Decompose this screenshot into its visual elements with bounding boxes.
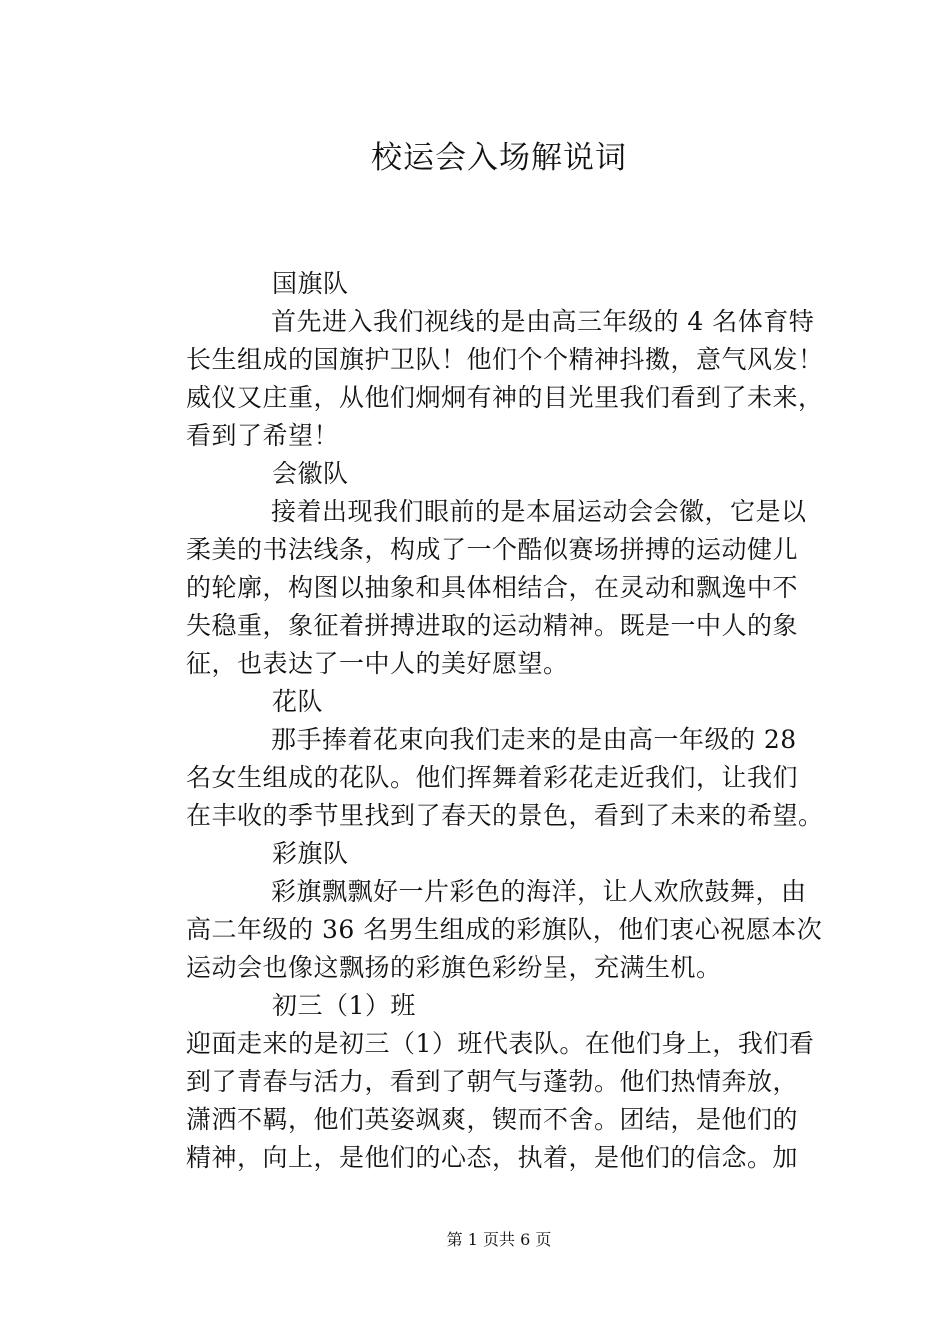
paragraph-line: 失稳重，象征着拼搏进取的运动精神。既是一中人的象	[186, 611, 799, 640]
paragraph-line: 在丰收的季节里找到了春天的景色，看到了未来的希望。	[186, 801, 824, 830]
section-heading: 初三（1）班	[272, 991, 416, 1020]
paragraph-line: 彩旗飘飘好一片彩色的海洋，让人欢欣鼓舞，由	[186, 877, 807, 906]
paragraph-line: 的轮廓，构图以抽象和具体相结合，在灵动和飘逸中不	[186, 573, 799, 602]
paragraph-line: 迎面走来的是初三（1）班代表队。在他们身上，我们看	[186, 1029, 815, 1058]
section-heading: 花队	[272, 687, 324, 716]
page-footer: 第 1 页共 6 页	[446, 1230, 552, 1249]
paragraph-line: 到了青春与活力，看到了朝气与蓬勃。他们热情奔放，	[186, 1067, 799, 1096]
paragraph-line: 名女生组成的花队。他们挥舞着彩花走近我们，让我们	[186, 763, 799, 792]
section-heading: 国旗队	[272, 269, 349, 298]
paragraph-line: 柔美的书法线条，构成了一个酷似赛场拼搏的运动健儿	[186, 535, 799, 564]
paragraph-line: 看到了希望！	[186, 421, 340, 450]
paragraph-line: 精神，向上，是他们的心态，执着，是他们的信念。加	[186, 1143, 799, 1172]
section-heading: 会徽队	[272, 459, 349, 488]
paragraph-line: 高二年级的 36 名男生组成的彩旗队，他们衷心祝愿本次	[186, 915, 823, 944]
paragraph-line: 征，也表达了一中人的美好愿望。	[186, 649, 569, 678]
paragraph-line: 首先进入我们视线的是由高三年级的 4 名体育特	[186, 307, 815, 336]
page-title: 校运会入场解说词	[371, 140, 627, 176]
paragraph-line: 潇洒不羁，他们英姿飒爽，锲而不舍。团结，是他们的	[186, 1105, 799, 1134]
paragraph-line: 长生组成的国旗护卫队！他们个个精神抖擞，意气风发！	[186, 345, 824, 374]
paragraph-line: 接着出现我们眼前的是本届运动会会徽，它是以	[186, 497, 807, 526]
paragraph-line: 那手捧着花束向我们走来的是由高一年级的 28	[186, 725, 797, 754]
paragraph-line: 运动会也像这飘扬的彩旗色彩纷呈，充满生机。	[186, 953, 722, 982]
paragraph-line: 威仪又庄重，从他们炯炯有神的目光里我们看到了未来，	[186, 383, 824, 412]
section-heading: 彩旗队	[272, 839, 349, 868]
